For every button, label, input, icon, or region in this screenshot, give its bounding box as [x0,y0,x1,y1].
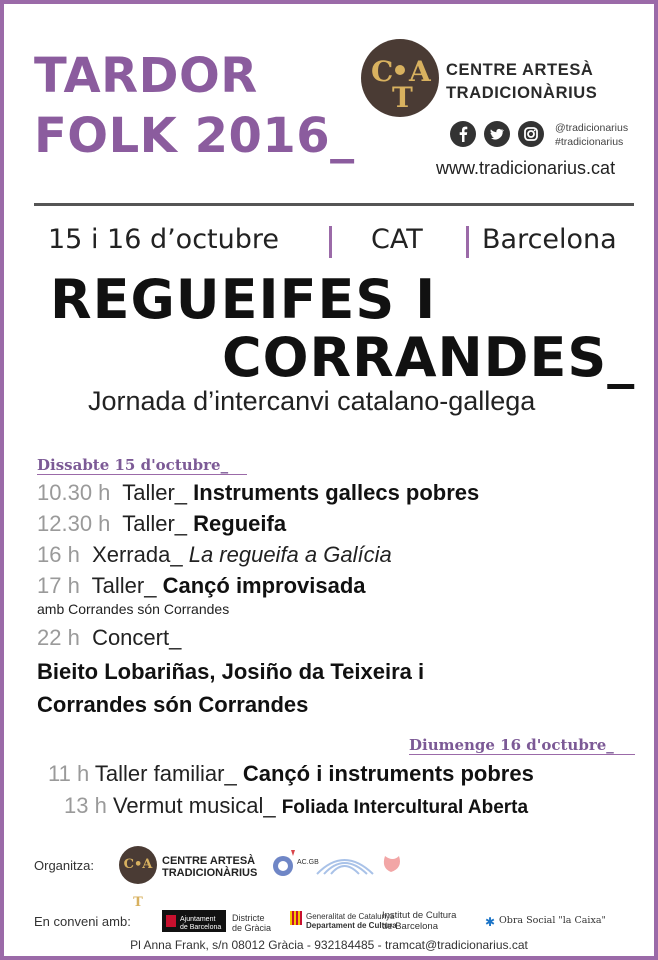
logo-letter-a: A [409,55,431,88]
saturday-heading: Dissabte 15 d'octubre_ [37,456,229,474]
event-type: Taller familiar_ [94,761,237,786]
ajuntament-text: Ajuntament de Barcelona [180,916,222,931]
facebook-icon[interactable] [450,121,476,147]
event-time: 22 h [37,625,80,650]
partner-logo-text: AC.GB [297,859,319,866]
centre-name-line-2: TRADICIONÀRIUS [446,84,598,102]
ajuntament-logo [162,910,226,932]
festival-title-line-1: TARDOR [34,48,258,104]
event-name: Cançó improvisada [162,573,366,598]
footer-address: Pl Anna Frank, s/n 08012 Gràcia - 932184485 - tramcat@tradicionarius.cat [130,938,528,952]
event-time: 13 h [64,793,107,818]
event-venue: CAT [371,224,423,255]
organizer-label: Organitza: [34,858,94,873]
ajuntament-shield-icon [166,915,176,927]
sunday-heading-underline [409,754,635,755]
twitter-icon[interactable] [484,121,510,147]
header-divider [34,203,634,206]
instagram-icon[interactable] [518,121,544,147]
generalitat-line-2: Departament de Cultura [306,921,397,930]
caixa-text: Obra Social "la Caixa" [499,915,606,926]
event-row [37,573,366,599]
organizer-name-line-1: CENTRE ARTESÀ [162,855,256,867]
event-note: amb Corrandes són Corrandes [37,601,230,617]
event-city: Barcelona [482,224,617,255]
event-type: Taller_ [122,511,188,536]
event-dates: 15 i 16 d’octubre [48,224,280,255]
event-type: Concert_ [92,625,182,650]
event-name: Cançó i instruments pobres [242,761,534,786]
cat-logo-small: C•A T [119,846,157,884]
event-row [64,793,528,819]
organizer-name-line-2: TRADICIONÀRIUS [162,867,258,879]
event-row [37,480,479,506]
event-type: Vermut musical_ [112,793,276,818]
event-row [37,511,286,537]
saturday-heading-underline [37,474,247,475]
caixa-star-icon: ✱ [485,915,496,929]
social-handle: @tradicionarius [555,122,629,134]
logo-letter-t: T [392,81,413,114]
main-subtitle: Jornada d’intercanvi catalano-gallega [88,386,536,416]
event-name: Regueifa [193,511,287,536]
icub-line-1: Institut de Cultura [382,910,457,921]
generalitat-flag-icon [290,911,302,925]
event-type: Taller_ [91,573,157,598]
event-type: Xerrada_ [92,542,183,567]
event-time: 16 h [37,542,80,567]
social-hashtag: #tradicionarius [555,136,624,148]
event-time: 17 h [37,573,80,598]
logo-letter-c: C [371,55,394,88]
partner-logo [269,846,414,880]
event-name: La regueifa a Galícia [188,542,392,567]
event-row [48,761,534,787]
icub-line-2: de Barcelona [382,921,438,932]
event-time: 12.30 h [37,511,111,536]
event-name: Foliada Intercultural Aberta [281,797,529,818]
sunday-heading: Diumenge 16 d'octubre_ [409,736,614,754]
event-name: Instruments gallecs pobres [193,480,480,505]
centre-name-line-1: CENTRE ARTESÀ [446,61,594,79]
logo-dot [395,65,405,75]
event-row [37,542,392,568]
website-link[interactable]: www.tradicionarius.cat [436,158,616,178]
separator [466,226,469,258]
main-title-line-2: CORRANDES_ [222,326,636,389]
sponsors-label: En conveni amb: [34,914,131,929]
event-type: Taller_ [122,480,188,505]
event-time: 11 h [48,761,90,786]
generalitat-line-1: Generalitat de Catalunya [306,912,395,921]
festival-title-line-2: FOLK 2016_ [34,108,355,164]
concert-performers-line-2: Corrandes són Corrandes [37,692,309,717]
cat-logo [361,39,439,117]
main-title-line-1: REGUEIFES I [50,268,437,331]
district-text: Districte de Gràcia [232,913,272,933]
concert-performers-line-1: Bieito Lobariñas, Josiño da Teixeira i [37,659,425,684]
event-row [37,625,181,651]
event-time: 10.30 h [37,480,111,505]
separator [329,226,332,258]
